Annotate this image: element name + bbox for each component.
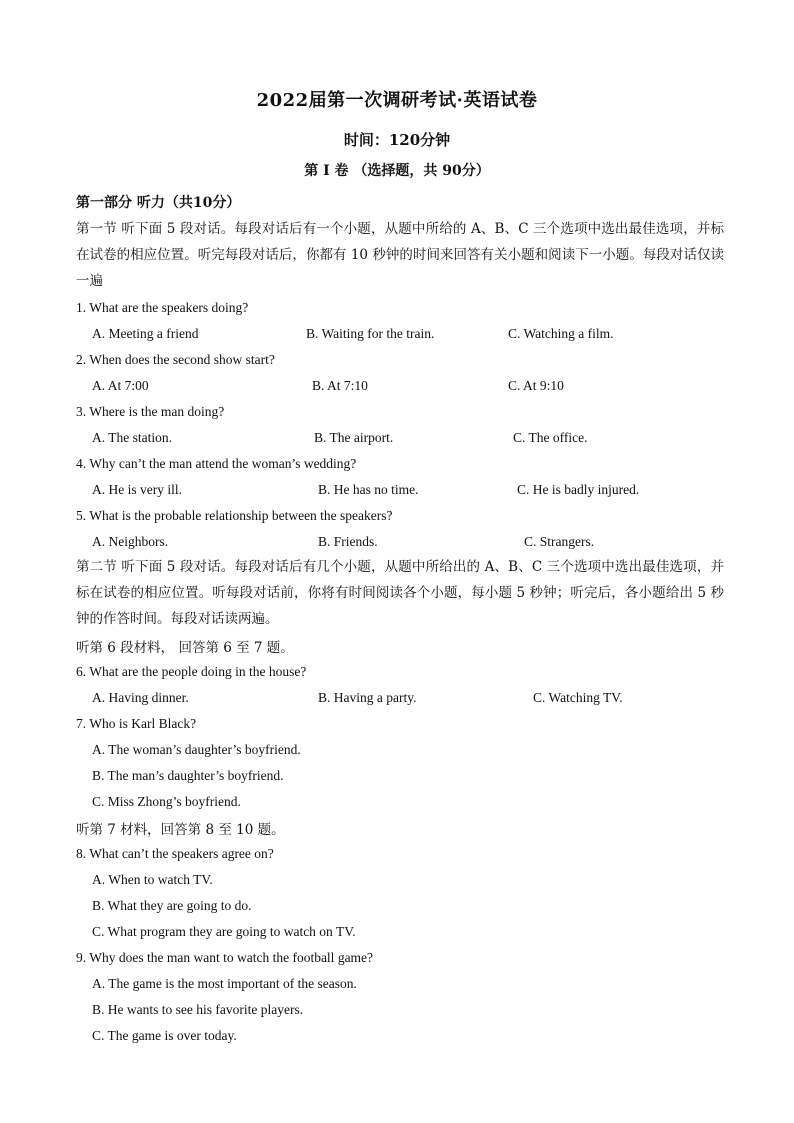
q3-option-b: B. The airport. [314, 430, 394, 445]
q6-option-b: B. Having a party. [318, 690, 417, 705]
exam-title: 2022届第一次调研考试·英语试卷 [256, 90, 538, 111]
q6-option-a: A. Having dinner. [92, 690, 189, 705]
q4-option-a: A. He is very ill. [92, 482, 182, 497]
q5-option-a: A. Neighbors. [92, 534, 169, 549]
q1-option-a: A. Meeting a friend [92, 326, 199, 341]
section2-instructions: 第二节 听下面 5 段对话。每段对话后有几个小题，从题中所给出的 A、B、C 三个选项中选出最佳选项，并标在试卷的相应位置。听每段对话前，你将有时间阅读各个小题，每小题 5 秒钟；听完后，各小题给出 5 秒钟的作答时间。每段对话读两遍。 [76, 559, 724, 627]
section1-instructions: 第一节 听下面 5 段对话。每段对话后有一个小题，从题中所给的 A、B、C 三个选项中选出最佳选项，并标在试卷的相应位置。听完每段对话后，你都有 10 秒钟的时间来回答有关小题和阅读下一小题。每段对话仅读一遍 [76, 221, 724, 289]
q1-option-b: B. Waiting for the train. [306, 326, 435, 341]
question-8: 8. What can’t the speakers agree on? [76, 846, 274, 861]
q9-option-a: A. The game is the most important of the season. [92, 976, 357, 991]
q2-option-b: B. At 7:10 [312, 378, 368, 393]
question-4: 4. Why can’t the man attend the woman’s wedding? [76, 456, 357, 471]
q8-option-b: B. What they are going to do. [92, 898, 252, 913]
q4-option-c: C. He is badly injured. [517, 482, 640, 497]
q7-option-a: A. The woman’s daughter’s boyfriend. [92, 742, 301, 757]
question-6: 6. What are the people doing in the house? [76, 664, 307, 679]
q6-option-c: C. Watching TV. [533, 690, 623, 705]
question-7: 7. Who is Karl Black? [76, 716, 197, 731]
q8-option-c: C. What program they are going to watch on TV. [92, 924, 356, 939]
q2-option-c: C. At 9:10 [508, 378, 564, 393]
question-2: 2. When does the second show start? [76, 352, 275, 367]
question-3: 3. Where is the man doing? [76, 404, 225, 419]
material-6-note: 听第 6 段材料， 回答第 6 至 7 题。 [76, 640, 294, 656]
exam-time: 时间：120分钟 [343, 131, 451, 149]
q9-option-c: C. The game is over today. [92, 1028, 237, 1043]
q5-option-b: B. Friends. [318, 534, 378, 549]
q4-option-b: B. He has no time. [318, 482, 419, 497]
question-1: 1. What are the speakers doing? [76, 300, 249, 315]
q5-option-c: C. Strangers. [524, 534, 595, 549]
question-5: 5. What is the probable relationship between the speakers? [76, 508, 393, 523]
q2-option-a: A. At 7:00 [92, 378, 149, 393]
q1-option-c: C. Watching a film. [508, 326, 614, 341]
q7-option-b: B. The man’s daughter’s boyfriend. [92, 768, 284, 783]
q3-option-c: C. The office. [513, 430, 588, 445]
q8-option-a: A. When to watch TV. [92, 872, 213, 887]
q3-option-a: A. The station. [92, 430, 172, 445]
question-9: 9. Why does the man want to watch the football game? [76, 950, 374, 965]
volume-heading: 第 I 卷 （选择题，共 90分） [304, 163, 490, 179]
material-7-note: 听第 7 材料，回答第 8 至 10 题。 [76, 822, 285, 838]
part1-heading: 第一部分 听力（共10分） [76, 195, 241, 211]
q7-option-c: C. Miss Zhong’s boyfriend. [92, 794, 241, 809]
q9-option-b: B. He wants to see his favorite players. [92, 1002, 304, 1017]
